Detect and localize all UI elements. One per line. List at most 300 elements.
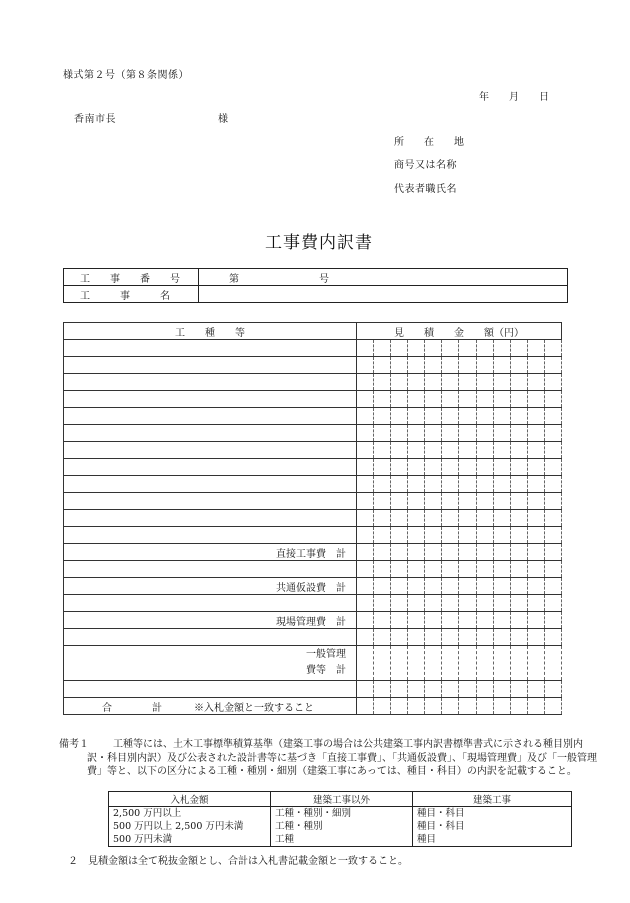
amount-digit-cell[interactable]: [493, 340, 510, 357]
amount-digit-cell[interactable]: [391, 442, 408, 459]
amount-digit-cell[interactable]: [544, 408, 561, 425]
non-building-col: 工種・種別・細別 工種・種別 工種: [271, 807, 413, 847]
amount-digit-cell[interactable]: [357, 595, 374, 612]
amount-digit-cell[interactable]: [476, 357, 493, 374]
amount-digit-cell[interactable]: [425, 442, 442, 459]
amount-digit-cell[interactable]: [391, 629, 408, 646]
amount-digit-cell[interactable]: [425, 510, 442, 527]
amount-digit-cell[interactable]: [476, 425, 493, 442]
amount-digit-cell[interactable]: [391, 340, 408, 357]
amount-digit-cell[interactable]: [544, 698, 561, 715]
amount-digit-cell[interactable]: [459, 374, 476, 391]
amount-digit-cell[interactable]: [510, 442, 527, 459]
amount-digit-cell[interactable]: [357, 391, 374, 408]
address-label: 所 在 地: [394, 137, 464, 148]
amount-digit-cell[interactable]: [357, 561, 374, 578]
amount-digit-cell[interactable]: [357, 544, 374, 561]
amount-digit-cell[interactable]: [493, 595, 510, 612]
amount-digit-cell[interactable]: [510, 527, 527, 544]
amount-digit-cell[interactable]: [476, 681, 493, 698]
amount-digit-cell[interactable]: [459, 459, 476, 476]
item-cell[interactable]: [64, 408, 357, 425]
table-row: [64, 595, 562, 612]
amount-digit-cell[interactable]: [493, 408, 510, 425]
amount-digit-cell[interactable]: [459, 493, 476, 510]
amount-digit-cell[interactable]: [510, 408, 527, 425]
amount-digit-cell[interactable]: [357, 527, 374, 544]
amount-digit-cell[interactable]: [510, 578, 527, 595]
amount-digit-cell[interactable]: [476, 527, 493, 544]
amount-digit-cell[interactable]: [425, 493, 442, 510]
amount-digit-cell[interactable]: [544, 646, 561, 681]
amount-digit-cell[interactable]: [459, 595, 476, 612]
amount-digit-cell[interactable]: [459, 527, 476, 544]
amount-digit-cell[interactable]: [459, 646, 476, 681]
amount-digit-cell[interactable]: [459, 578, 476, 595]
amount-digit-cell[interactable]: [374, 578, 391, 595]
amount-digit-cell[interactable]: [527, 408, 544, 425]
amount-digit-cell[interactable]: [527, 493, 544, 510]
amount-digit-cell[interactable]: [493, 698, 510, 715]
amount-digit-cell[interactable]: [374, 527, 391, 544]
amount-digit-cell[interactable]: [510, 357, 527, 374]
amount-digit-cell[interactable]: [408, 391, 425, 408]
amount-digit-cell[interactable]: [442, 493, 459, 510]
amount-digit-cell[interactable]: [357, 493, 374, 510]
item-cell[interactable]: [64, 561, 357, 578]
amount-digit-cell[interactable]: [442, 544, 459, 561]
grand-total-label: 合 計 ※入札金額と一致すること: [64, 698, 357, 715]
item-cell[interactable]: [64, 527, 357, 544]
amount-digit-cell[interactable]: [544, 391, 561, 408]
amount-digit-cell[interactable]: [527, 391, 544, 408]
item-cell[interactable]: [64, 493, 357, 510]
amount-digit-cell[interactable]: [459, 340, 476, 357]
amount-digit-cell[interactable]: [476, 391, 493, 408]
amount-digit-cell[interactable]: [408, 476, 425, 493]
amount-digit-cell[interactable]: [493, 612, 510, 629]
amount-digit-cell[interactable]: [391, 561, 408, 578]
amount-digit-cell[interactable]: [510, 646, 527, 681]
amount-digit-cell[interactable]: [408, 595, 425, 612]
amount-digit-cell[interactable]: [493, 578, 510, 595]
item-cell[interactable]: [64, 340, 357, 357]
amount-digit-cell[interactable]: [374, 646, 391, 681]
amount-digit-cell[interactable]: [391, 357, 408, 374]
amount-digit-cell[interactable]: [476, 629, 493, 646]
amount-digit-cell[interactable]: [442, 561, 459, 578]
amount-digit-cell[interactable]: [510, 493, 527, 510]
amount-digit-cell[interactable]: [408, 681, 425, 698]
amount-digit-cell[interactable]: [357, 476, 374, 493]
form-number: 様式第２号（第８条関係）: [63, 70, 189, 81]
item-cell[interactable]: [64, 357, 357, 374]
amount-digit-cell[interactable]: [493, 646, 510, 681]
amount-digit-cell[interactable]: [408, 459, 425, 476]
table-row: [64, 527, 562, 544]
amount-digit-cell[interactable]: [510, 629, 527, 646]
amount-digit-cell[interactable]: [459, 629, 476, 646]
amount-digit-cell[interactable]: [493, 544, 510, 561]
amount-digit-cell[interactable]: [544, 442, 561, 459]
amount-digit-cell[interactable]: [374, 374, 391, 391]
amount-digit-cell[interactable]: [391, 595, 408, 612]
amount-digit-cell[interactable]: [459, 612, 476, 629]
amount-digit-cell[interactable]: [510, 595, 527, 612]
amount-digit-cell[interactable]: [476, 578, 493, 595]
work-number-field[interactable]: 第 号: [199, 269, 568, 286]
amount-digit-cell[interactable]: [442, 425, 459, 442]
table-row: [64, 578, 562, 595]
amount-digit-cell[interactable]: [408, 527, 425, 544]
amount-digit-cell[interactable]: [408, 612, 425, 629]
amount-digit-cell[interactable]: [442, 510, 459, 527]
amount-digit-cell[interactable]: [357, 340, 374, 357]
amount-digit-cell[interactable]: [374, 629, 391, 646]
amount-digit-cell[interactable]: [442, 476, 459, 493]
amount-digit-cell[interactable]: [544, 510, 561, 527]
amount-digit-cell[interactable]: [374, 510, 391, 527]
item-cell[interactable]: [64, 681, 357, 698]
amount-digit-cell[interactable]: [493, 476, 510, 493]
table-row: [64, 357, 562, 374]
amount-digit-cell[interactable]: [442, 681, 459, 698]
amount-digit-cell[interactable]: [527, 476, 544, 493]
amount-digit-cell[interactable]: [374, 340, 391, 357]
amount-digit-cell[interactable]: [408, 578, 425, 595]
amount-digit-cell[interactable]: [459, 544, 476, 561]
amount-digit-cell[interactable]: [408, 408, 425, 425]
amount-digit-cell[interactable]: [408, 646, 425, 681]
amount-digit-cell[interactable]: [391, 698, 408, 715]
amount-digit-cell[interactable]: [544, 629, 561, 646]
amount-digit-cell[interactable]: [544, 459, 561, 476]
bid-amount-col: 2,500 万円以上 500 万円以上 2,500 万円未満 500 万円未満: [109, 807, 271, 847]
amount-digit-cell[interactable]: [476, 646, 493, 681]
amount-digit-cell[interactable]: [510, 698, 527, 715]
amount-digit-cell[interactable]: [442, 612, 459, 629]
amount-digit-cell[interactable]: [374, 476, 391, 493]
amount-digit-cell[interactable]: [493, 527, 510, 544]
amount-digit-cell[interactable]: [527, 629, 544, 646]
amount-digit-cell[interactable]: [442, 527, 459, 544]
amount-digit-cell[interactable]: [391, 391, 408, 408]
amount-digit-cell[interactable]: [425, 612, 442, 629]
amount-digit-cell[interactable]: [425, 374, 442, 391]
amount-digit-cell[interactable]: [476, 340, 493, 357]
amount-digit-cell[interactable]: [374, 459, 391, 476]
amount-digit-cell[interactable]: [527, 681, 544, 698]
amount-digit-cell[interactable]: [527, 442, 544, 459]
amount-digit-cell[interactable]: [391, 425, 408, 442]
amount-digit-cell[interactable]: [527, 340, 544, 357]
table-row: [64, 425, 562, 442]
direct-cost-total-label: 直接工事費 計: [64, 544, 357, 561]
amount-digit-cell[interactable]: [527, 646, 544, 681]
table-row: [64, 612, 562, 629]
amount-digit-cell[interactable]: [391, 493, 408, 510]
amount-digit-cell[interactable]: [527, 357, 544, 374]
amount-digit-cell[interactable]: [425, 629, 442, 646]
amount-digit-cell[interactable]: [527, 510, 544, 527]
amount-digit-cell[interactable]: [425, 578, 442, 595]
table-row: [64, 493, 562, 510]
amount-digit-cell[interactable]: [493, 391, 510, 408]
amount-digit-cell[interactable]: [510, 425, 527, 442]
amount-digit-cell[interactable]: [391, 544, 408, 561]
amount-digit-cell[interactable]: [374, 391, 391, 408]
bid-amount-table: [108, 791, 572, 847]
date-line: 年 月 日: [479, 92, 549, 103]
amount-digit-cell[interactable]: [408, 510, 425, 527]
amount-digit-cell[interactable]: [391, 578, 408, 595]
amount-digit-cell[interactable]: [374, 595, 391, 612]
note-2: ２ 見積金額は全て税抜金額とし、合計は入札書記載金額と一致すること。: [68, 856, 408, 867]
amount-digit-cell[interactable]: [425, 408, 442, 425]
amount-digit-cell[interactable]: [391, 459, 408, 476]
table-row: [64, 698, 562, 715]
estimate-table: [63, 322, 562, 715]
amount-digit-cell[interactable]: [476, 408, 493, 425]
bid-header-building: 建築工事: [413, 792, 572, 807]
amount-digit-cell[interactable]: [425, 459, 442, 476]
amount-digit-cell[interactable]: [374, 561, 391, 578]
item-cell[interactable]: [64, 510, 357, 527]
amount-digit-cell[interactable]: [408, 629, 425, 646]
amount-digit-cell[interactable]: [510, 340, 527, 357]
amount-digit-cell[interactable]: [544, 544, 561, 561]
amount-digit-cell[interactable]: [476, 459, 493, 476]
amount-digit-cell[interactable]: [408, 442, 425, 459]
amount-digit-cell[interactable]: [527, 374, 544, 391]
amount-digit-cell[interactable]: [459, 408, 476, 425]
amount-digit-cell[interactable]: [493, 561, 510, 578]
amount-digit-cell[interactable]: [493, 510, 510, 527]
amount-digit-cell[interactable]: [544, 561, 561, 578]
amount-digit-cell[interactable]: [391, 476, 408, 493]
amount-digit-cell[interactable]: [493, 357, 510, 374]
amount-digit-cell[interactable]: [493, 493, 510, 510]
amount-digit-cell[interactable]: [408, 425, 425, 442]
amount-digit-cell[interactable]: [442, 698, 459, 715]
amount-digit-cell[interactable]: [357, 646, 374, 681]
amount-digit-cell[interactable]: [425, 527, 442, 544]
amount-digit-cell[interactable]: [493, 442, 510, 459]
amount-digit-cell[interactable]: [391, 510, 408, 527]
amount-digit-cell[interactable]: [510, 612, 527, 629]
amount-digit-cell[interactable]: [374, 698, 391, 715]
amount-digit-cell[interactable]: [544, 527, 561, 544]
amount-digit-cell[interactable]: [425, 561, 442, 578]
amount-digit-cell[interactable]: [357, 408, 374, 425]
item-cell[interactable]: [64, 595, 357, 612]
amount-digit-cell[interactable]: [408, 340, 425, 357]
amount-digit-cell[interactable]: [374, 357, 391, 374]
amount-digit-cell[interactable]: [527, 544, 544, 561]
amount-digit-cell[interactable]: [510, 476, 527, 493]
amount-digit-cell[interactable]: [391, 681, 408, 698]
amount-digit-cell[interactable]: [425, 425, 442, 442]
amount-digit-cell[interactable]: [425, 391, 442, 408]
amount-digit-cell[interactable]: [408, 374, 425, 391]
amount-digit-cell[interactable]: [510, 681, 527, 698]
amount-digit-cell[interactable]: [493, 459, 510, 476]
amount-digit-cell[interactable]: [374, 544, 391, 561]
amount-digit-cell[interactable]: [476, 442, 493, 459]
amount-digit-cell[interactable]: [476, 561, 493, 578]
amount-digit-cell[interactable]: [374, 493, 391, 510]
amount-digit-cell[interactable]: [425, 476, 442, 493]
amount-digit-cell[interactable]: [391, 408, 408, 425]
amount-digit-cell[interactable]: [357, 681, 374, 698]
amount-digit-cell[interactable]: [476, 698, 493, 715]
amount-digit-cell[interactable]: [442, 340, 459, 357]
amount-digit-cell[interactable]: [442, 595, 459, 612]
item-cell[interactable]: [64, 391, 357, 408]
amount-digit-cell[interactable]: [357, 698, 374, 715]
amount-digit-cell[interactable]: [357, 374, 374, 391]
item-cell[interactable]: [64, 374, 357, 391]
amount-digit-cell[interactable]: [476, 544, 493, 561]
representative-label: 代表者職氏名: [394, 184, 457, 195]
amount-digit-cell[interactable]: [391, 374, 408, 391]
table-row: [64, 629, 562, 646]
amount-digit-cell[interactable]: [391, 646, 408, 681]
amount-digit-cell[interactable]: [442, 357, 459, 374]
amount-digit-cell[interactable]: [459, 425, 476, 442]
amount-digit-cell[interactable]: [357, 612, 374, 629]
amount-digit-cell[interactable]: [391, 612, 408, 629]
amount-digit-cell[interactable]: [425, 357, 442, 374]
amount-digit-cell[interactable]: [408, 544, 425, 561]
amount-digit-cell[interactable]: [476, 595, 493, 612]
amount-digit-cell[interactable]: [374, 681, 391, 698]
amount-digit-cell[interactable]: [459, 698, 476, 715]
amount-digit-cell[interactable]: [510, 391, 527, 408]
amount-digit-cell[interactable]: [527, 698, 544, 715]
amount-digit-cell[interactable]: [374, 442, 391, 459]
amount-digit-cell[interactable]: [476, 510, 493, 527]
info-table: [63, 268, 568, 303]
amount-digit-cell[interactable]: [510, 374, 527, 391]
amount-digit-cell[interactable]: [374, 408, 391, 425]
amount-digit-cell[interactable]: [527, 595, 544, 612]
amount-digit-cell[interactable]: [459, 391, 476, 408]
amount-digit-cell[interactable]: [442, 408, 459, 425]
item-cell[interactable]: [64, 476, 357, 493]
amount-digit-cell[interactable]: [544, 595, 561, 612]
table-row: [64, 459, 562, 476]
item-cell[interactable]: [64, 442, 357, 459]
amount-digit-cell[interactable]: [459, 442, 476, 459]
amount-digit-cell[interactable]: [357, 510, 374, 527]
amount-digit-cell[interactable]: [493, 681, 510, 698]
amount-digit-cell[interactable]: [425, 544, 442, 561]
amount-digit-cell[interactable]: [408, 561, 425, 578]
amount-digit-cell[interactable]: [357, 459, 374, 476]
amount-digit-cell[interactable]: [357, 442, 374, 459]
amount-digit-cell[interactable]: [476, 476, 493, 493]
amount-digit-cell[interactable]: [374, 425, 391, 442]
amount-digit-cell[interactable]: [425, 681, 442, 698]
amount-digit-cell[interactable]: [476, 374, 493, 391]
amount-digit-cell[interactable]: [527, 612, 544, 629]
amount-digit-cell[interactable]: [510, 561, 527, 578]
amount-digit-cell[interactable]: [527, 578, 544, 595]
amount-digit-cell[interactable]: [544, 357, 561, 374]
amount-digit-cell[interactable]: [544, 493, 561, 510]
amount-digit-cell[interactable]: [425, 340, 442, 357]
amount-digit-cell[interactable]: [425, 595, 442, 612]
amount-digit-cell[interactable]: [459, 476, 476, 493]
item-cell[interactable]: [64, 425, 357, 442]
amount-digit-cell[interactable]: [476, 493, 493, 510]
amount-digit-cell[interactable]: [544, 340, 561, 357]
amount-digit-cell[interactable]: [544, 476, 561, 493]
amount-digit-cell[interactable]: [544, 374, 561, 391]
amount-digit-cell[interactable]: [442, 391, 459, 408]
table-row: [64, 646, 562, 681]
item-cell[interactable]: [64, 629, 357, 646]
amount-digit-cell[interactable]: [493, 629, 510, 646]
amount-digit-cell[interactable]: [357, 578, 374, 595]
amount-digit-cell[interactable]: [459, 681, 476, 698]
amount-digit-cell[interactable]: [510, 459, 527, 476]
amount-digit-cell[interactable]: [544, 681, 561, 698]
col-header-amount: 見 積 金 額（円）: [357, 323, 562, 340]
amount-digit-cell[interactable]: [476, 612, 493, 629]
col-header-item: 工 種 等: [64, 323, 357, 340]
amount-digit-cell[interactable]: [425, 698, 442, 715]
amount-digit-cell[interactable]: [374, 612, 391, 629]
amount-digit-cell[interactable]: [442, 442, 459, 459]
amount-digit-cell[interactable]: [442, 374, 459, 391]
amount-digit-cell[interactable]: [527, 459, 544, 476]
work-number-label: 工 事 番 号: [64, 269, 199, 286]
amount-digit-cell[interactable]: [527, 561, 544, 578]
amount-digit-cell[interactable]: [510, 544, 527, 561]
amount-digit-cell[interactable]: [442, 646, 459, 681]
amount-digit-cell[interactable]: [442, 459, 459, 476]
amount-digit-cell[interactable]: [544, 425, 561, 442]
work-name-field[interactable]: [199, 286, 568, 303]
amount-digit-cell[interactable]: [459, 510, 476, 527]
amount-digit-cell[interactable]: [391, 527, 408, 544]
amount-digit-cell[interactable]: [527, 425, 544, 442]
amount-digit-cell[interactable]: [493, 425, 510, 442]
amount-digit-cell[interactable]: [357, 425, 374, 442]
amount-digit-cell[interactable]: [493, 374, 510, 391]
amount-digit-cell[interactable]: [357, 357, 374, 374]
amount-digit-cell[interactable]: [544, 612, 561, 629]
amount-digit-cell[interactable]: [442, 629, 459, 646]
amount-digit-cell[interactable]: [408, 357, 425, 374]
table-row: [64, 442, 562, 459]
amount-digit-cell[interactable]: [425, 646, 442, 681]
note-1: [59, 738, 599, 779]
amount-digit-cell[interactable]: [459, 357, 476, 374]
amount-digit-cell[interactable]: [442, 578, 459, 595]
amount-digit-cell[interactable]: [510, 510, 527, 527]
amount-digit-cell[interactable]: [408, 493, 425, 510]
amount-digit-cell[interactable]: [527, 527, 544, 544]
item-cell[interactable]: [64, 459, 357, 476]
amount-digit-cell[interactable]: [544, 578, 561, 595]
amount-digit-cell[interactable]: [408, 698, 425, 715]
note-1-number: 備考１: [59, 739, 89, 750]
amount-digit-cell[interactable]: [357, 629, 374, 646]
amount-digit-cell[interactable]: [459, 561, 476, 578]
